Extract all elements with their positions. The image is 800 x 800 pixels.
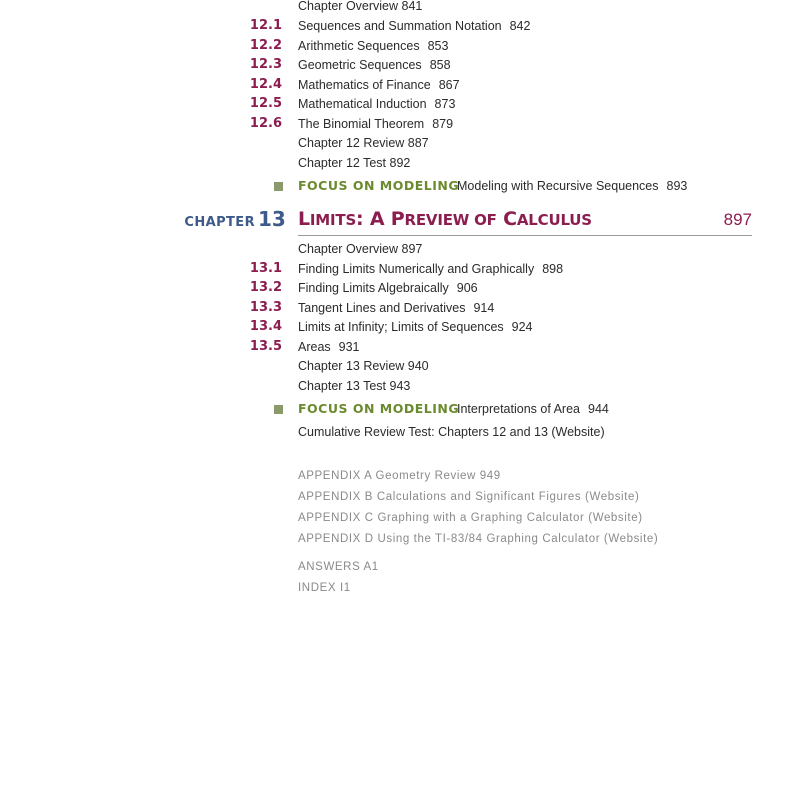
toc-entry-text: Chapter 12 Test 892 (298, 155, 411, 170)
toc-row-section (0, 259, 800, 279)
section-number: 13.5 (249, 338, 282, 354)
toc-row-ch13-review (0, 356, 800, 376)
toc-entry-text: Chapter Overview 897 (298, 242, 423, 256)
section-title: The Binomial Theorem (298, 116, 425, 131)
section-page: 853 (427, 38, 449, 53)
toc-row-section (0, 337, 800, 357)
section-title: Tangent Lines and Derivatives (298, 300, 466, 315)
toc-row-section (0, 278, 800, 298)
appendix-entry: APPENDIX D Using the TI-83/84 Graphing Calculator (Website) (298, 533, 659, 545)
toc-entry-text: Chapter Overview 841 (298, 0, 423, 13)
focus-on-modeling-row (0, 176, 800, 196)
chapter-label: CHAPTER (184, 215, 255, 230)
section-title: Mathematical Induction (298, 97, 427, 111)
toc-row-section (0, 298, 800, 318)
section-entry (298, 114, 453, 134)
section-number: 13.2 (249, 280, 282, 295)
appendix-entry: APPENDIX B Calculations and Significant Figures (Website) (298, 491, 640, 503)
focus-page: 944 (588, 402, 609, 416)
section-title: Finding Limits Numerically and Graphically (298, 261, 535, 276)
section-title: Arithmetic Sequences (298, 38, 420, 53)
section-page: 858 (429, 58, 451, 72)
toc-entry-text: Chapter 13 Test 943 (298, 378, 411, 393)
section-number: 12.4 (249, 76, 282, 92)
chapter-title-part: REVIEW OF (404, 211, 497, 229)
chapter-title-part: IMITS (309, 211, 357, 229)
chapter-title-part: L (298, 208, 310, 230)
toc-row-ch13-overview (0, 239, 800, 259)
square-bullet-icon (274, 405, 283, 414)
section-page: 931 (338, 339, 360, 354)
chapter-heading (0, 206, 800, 238)
toc-entry-text: Chapter 13 Review 940 (298, 359, 429, 373)
toc-row-ch12-review (0, 133, 800, 153)
section-entry (298, 278, 478, 298)
appendix-entry: APPENDIX C Graphing with a Graphing Calculator (Website) (298, 512, 643, 524)
toc-row-section (0, 16, 800, 36)
toc-row-section (0, 55, 800, 75)
section-entry (298, 317, 533, 337)
focus-title: Interpretations of Area (457, 402, 580, 416)
square-bullet-icon (274, 182, 283, 191)
section-number: 13.4 (249, 319, 282, 334)
toc-row-section (0, 36, 800, 56)
toc-row-section (0, 114, 800, 134)
section-number: 12.3 (249, 57, 282, 72)
section-page: 879 (432, 116, 454, 131)
section-number: 13.1 (249, 260, 282, 276)
chapter-title-part: : A P (356, 208, 405, 230)
cumulative-review-entry: Cumulative Review Test: Chapters 12 and 13 (Website) (298, 425, 605, 439)
section-number: 12.1 (249, 18, 282, 33)
section-number: 12.2 (249, 37, 282, 53)
focus-on-modeling-label: FOCUS ON MODELING (298, 401, 460, 416)
chapter-title (298, 208, 592, 230)
focus-on-modeling-row (0, 399, 800, 419)
section-title: Limits at Infinity; Limits of Sequences (298, 320, 504, 334)
toc-row-ch12-overview (0, 0, 800, 16)
section-number: 12.6 (249, 115, 282, 131)
section-number: 12.5 (249, 96, 282, 111)
focus-on-modeling-label: FOCUS ON MODELING (298, 178, 460, 193)
section-title: Sequences and Summation Notation (298, 19, 502, 33)
focus-title: Modeling with Recursive Sequences (457, 179, 659, 193)
toc-row-ch13-test (0, 376, 800, 396)
chapter-title-part: C (496, 208, 517, 230)
section-page: 873 (434, 97, 456, 111)
toc-row-section (0, 75, 800, 95)
section-page: 906 (456, 281, 478, 295)
section-entry (298, 94, 455, 114)
index-entry: INDEX I1 (298, 582, 351, 594)
answers-entry: ANSWERS A1 (298, 561, 379, 573)
section-title: Mathematics of Finance (298, 77, 431, 92)
toc-row-section (0, 94, 800, 114)
focus-on-modeling-entry (457, 399, 609, 419)
section-entry (298, 75, 460, 95)
chapter-page: 897 (723, 210, 752, 229)
toc-row-ch12-test (0, 153, 800, 173)
chapter-title-part: ALCULUS (516, 211, 592, 229)
appendix-entry: APPENDIX A Geometry Review 949 (298, 470, 501, 482)
section-page: 914 (473, 300, 495, 315)
section-page: 867 (438, 77, 460, 92)
section-entry (298, 16, 530, 36)
section-entry (298, 36, 448, 56)
section-page: 898 (542, 261, 564, 276)
section-title: Areas (298, 339, 331, 354)
section-page: 842 (509, 19, 531, 33)
section-title: Geometric Sequences (298, 58, 422, 72)
section-entry (298, 298, 494, 318)
section-page: 924 (511, 320, 533, 334)
focus-page: 893 (666, 179, 688, 193)
chapter-rule (298, 235, 752, 236)
toc-row-section (0, 317, 800, 337)
chapter-number: 13 (258, 207, 286, 231)
section-number: 13.3 (249, 299, 282, 315)
section-entry (298, 259, 563, 279)
focus-on-modeling-entry (457, 176, 687, 196)
toc-entry-text: Chapter 12 Review 887 (298, 136, 429, 150)
section-entry (298, 55, 451, 75)
section-title: Finding Limits Algebraically (298, 281, 449, 295)
section-entry (298, 337, 360, 357)
